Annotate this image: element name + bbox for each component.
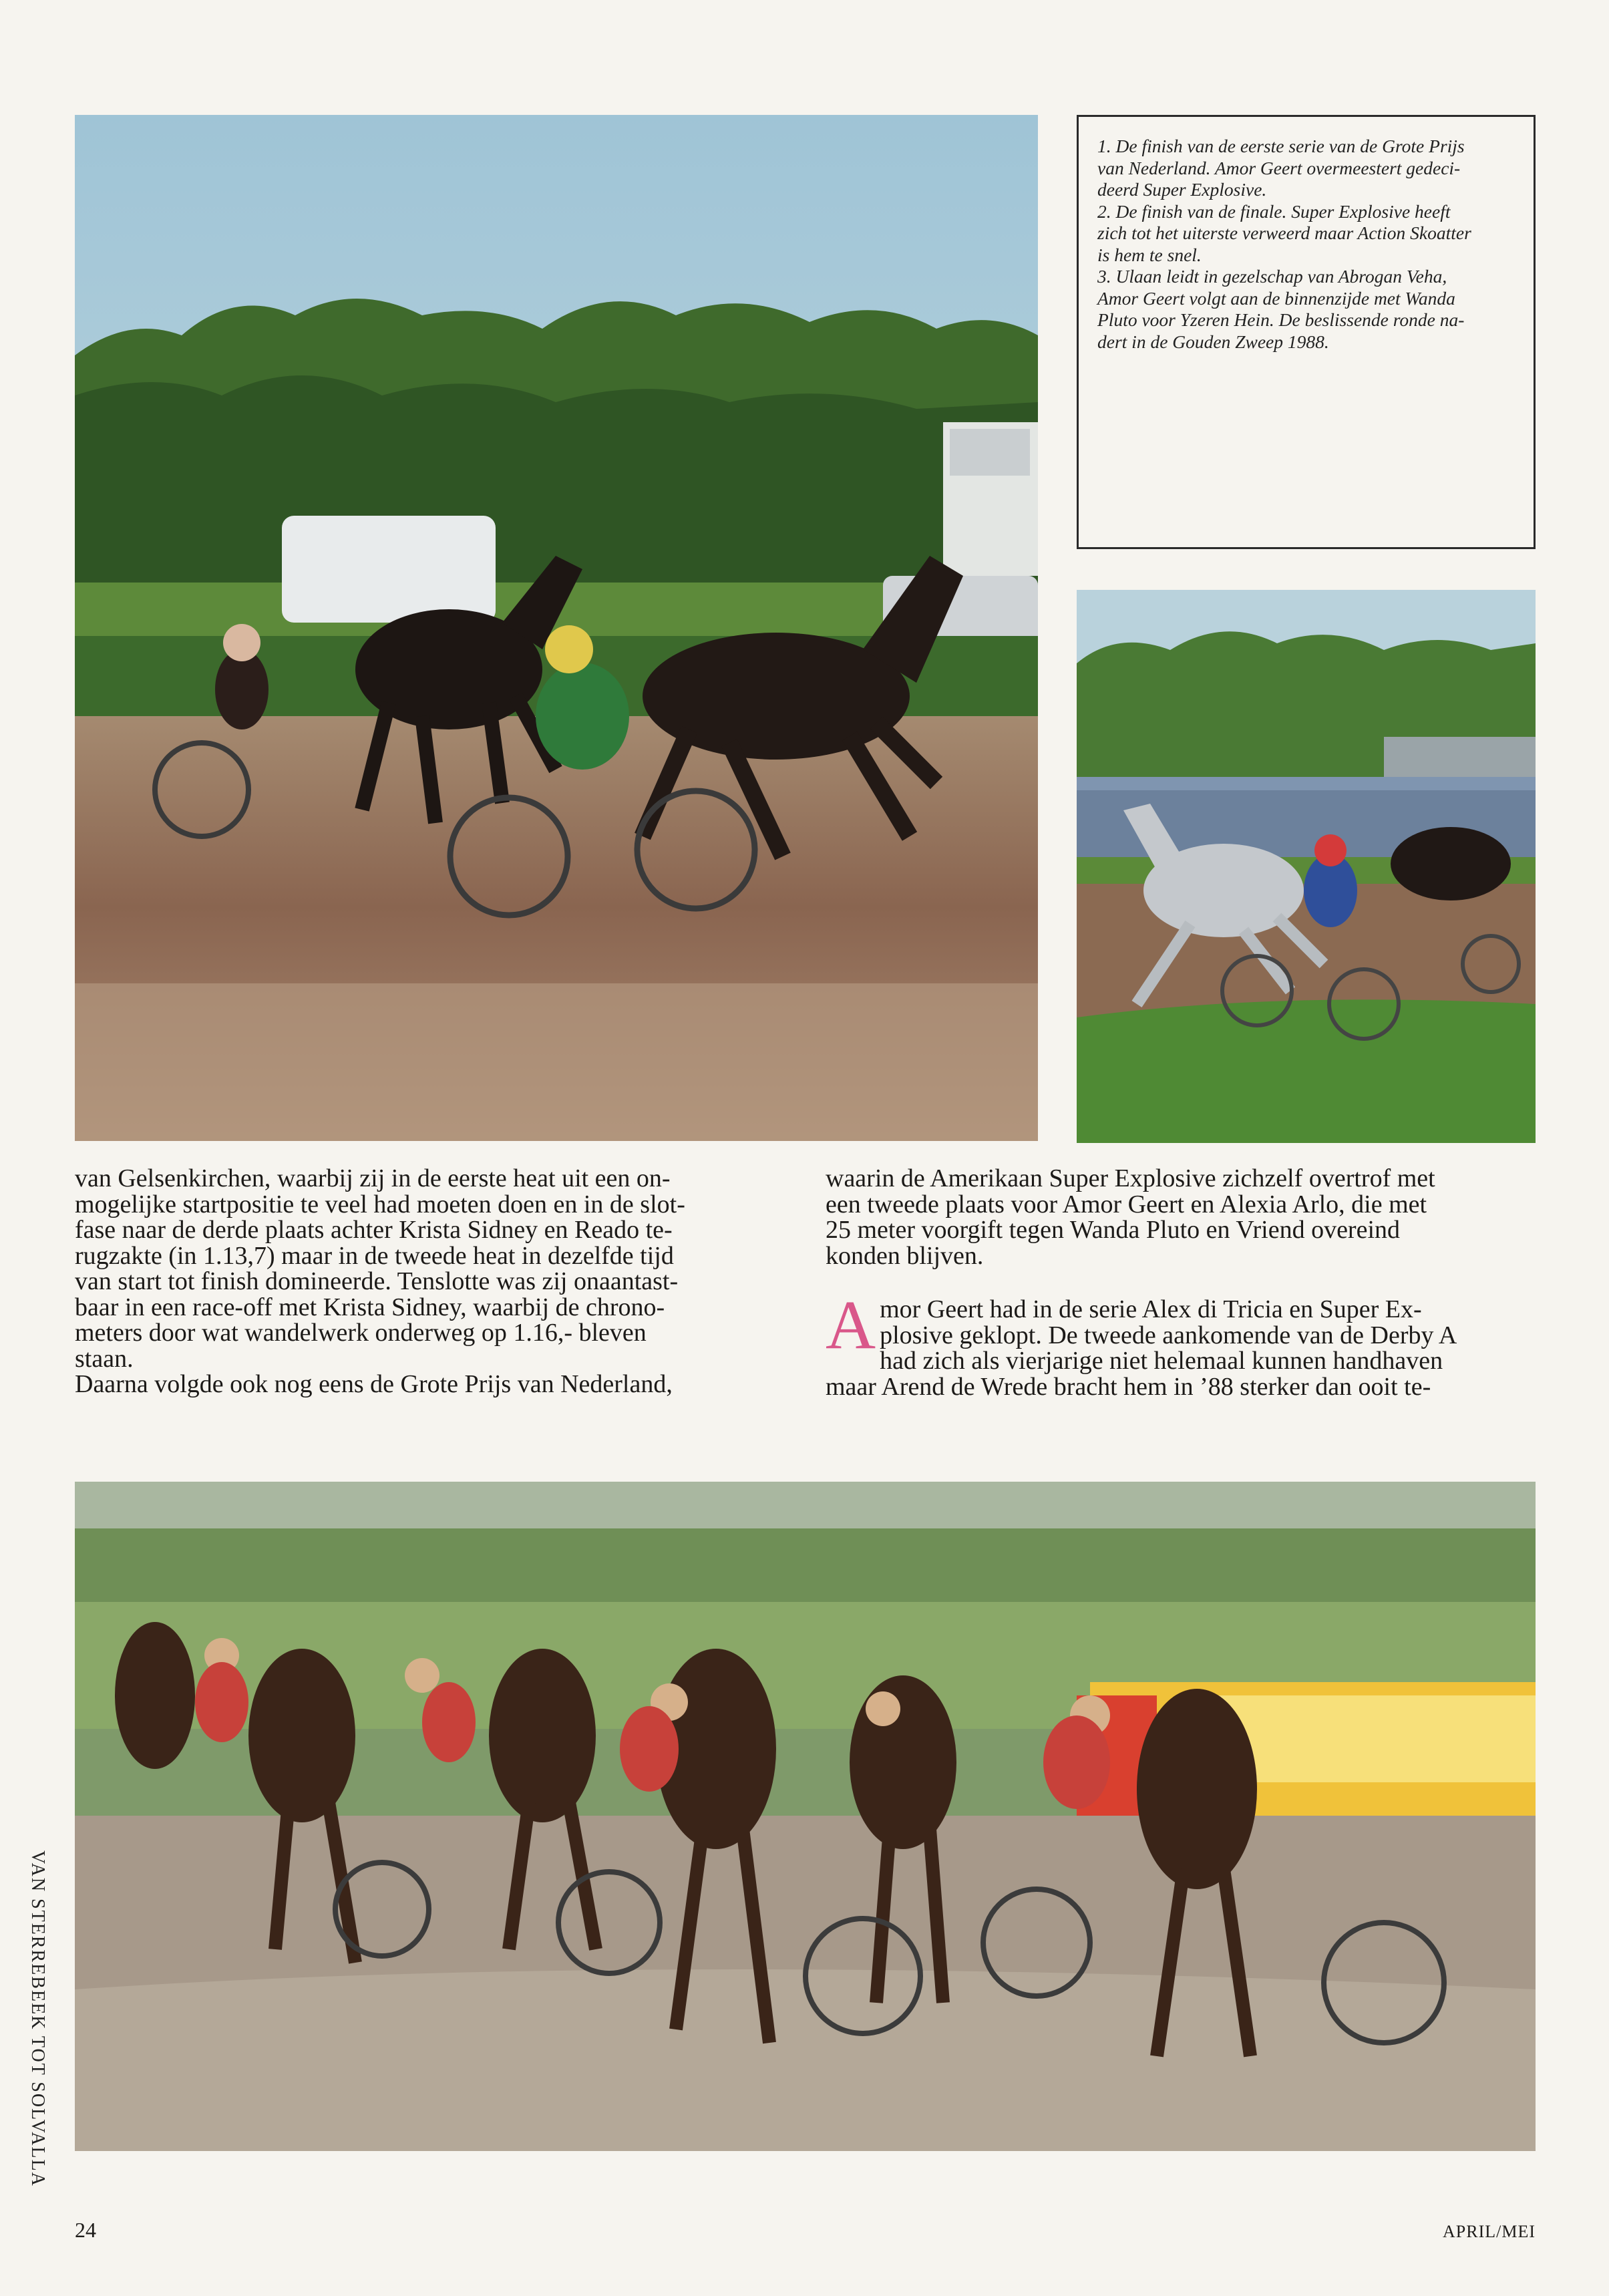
photo-caption-box [1077, 115, 1536, 549]
article-line: fase naar de derde plaats achter Krista Sidney en Reado te- [75, 1216, 673, 1244]
photo-gouden-zweep-field [75, 1482, 1536, 2151]
article-line: baar in een race-off met Krista Sidney, waarbij de chrono- [75, 1293, 665, 1321]
article-column-right [826, 1166, 1536, 1400]
article-line: maar Arend de Wrede bracht hem in ’88 sterker dan ooit te- [826, 1372, 1431, 1401]
article-line: mor Geert had in de serie Alex di Tricia en Super Ex- [880, 1295, 1422, 1323]
article-line: mogelijke startpositie te veel had moeten doen en in de slot- [75, 1190, 685, 1218]
running-head-side: VAN STERREBEEK TOT SOLVALLA [27, 1850, 48, 2187]
article-line: van Gelsenkirchen, waarbij zij in de eerste heat uit een on- [75, 1164, 671, 1192]
photo-finish-finale [1077, 590, 1536, 1143]
caption-line: is hem te snel. [1097, 244, 1202, 265]
drop-cap: A [826, 1287, 876, 1363]
caption-line: Amor Geert volgt aan de binnenzijde met Wanda [1097, 287, 1455, 309]
article-line: 25 meter voorgift tegen Wanda Pluto en Vriend overeind [826, 1216, 1401, 1244]
caption-line: 2. De finish van de finale. Super Explosive heeft [1097, 200, 1451, 222]
caption-line: deerd Super Explosive. [1097, 179, 1267, 200]
caption-line: Pluto voor Yzeren Hein. De beslissende ronde na- [1097, 309, 1465, 330]
caption-line: van Nederland. Amor Geert overmeestert gedeci- [1097, 157, 1461, 178]
article-line: rugzakte (in 1.13,7) maar in de tweede heat in dezelfde tijd [75, 1241, 674, 1270]
caption-line: zich tot het uiterste verweerd maar Action Skoatter [1097, 222, 1471, 243]
article-line: konden blijven. [826, 1241, 984, 1270]
caption-line: 1. De finish van de eerste serie van de Grote Prijs [1097, 136, 1465, 156]
article-line: waarin de Amerikaan Super Explosive zichzelf overtrof met [826, 1164, 1435, 1192]
article-column-left [75, 1166, 783, 1398]
article-line: een tweede plaats voor Amor Geert en Alexia Arlo, die met [826, 1190, 1427, 1218]
article-line: Daarna volgde ook nog eens de Grote Prijs van Nederland, [75, 1370, 673, 1398]
article-line: plosive geklopt. De tweede aankomende van de Derby A [880, 1321, 1457, 1349]
article-line: staan. [75, 1344, 134, 1373]
issue-label: APRIL/MEI [1443, 2222, 1536, 2241]
article-line: van start tot finish domineerde. Tenslotte was zij onaantast- [75, 1267, 679, 1295]
article-line: had zich als vierjarige niet helemaal kunnen handhaven [880, 1347, 1443, 1375]
caption-line: 3. Ulaan leidt in gezelschap van Abrogan Veha, [1097, 266, 1447, 287]
page-number: 24 [75, 2218, 96, 2242]
article-line: meters door wat wandelwerk onderweg op 1.16,- bleven [75, 1319, 647, 1347]
photo-finish-first-heat [75, 115, 1038, 1141]
caption-line: dert in de Gouden Zweep 1988. [1097, 331, 1329, 352]
